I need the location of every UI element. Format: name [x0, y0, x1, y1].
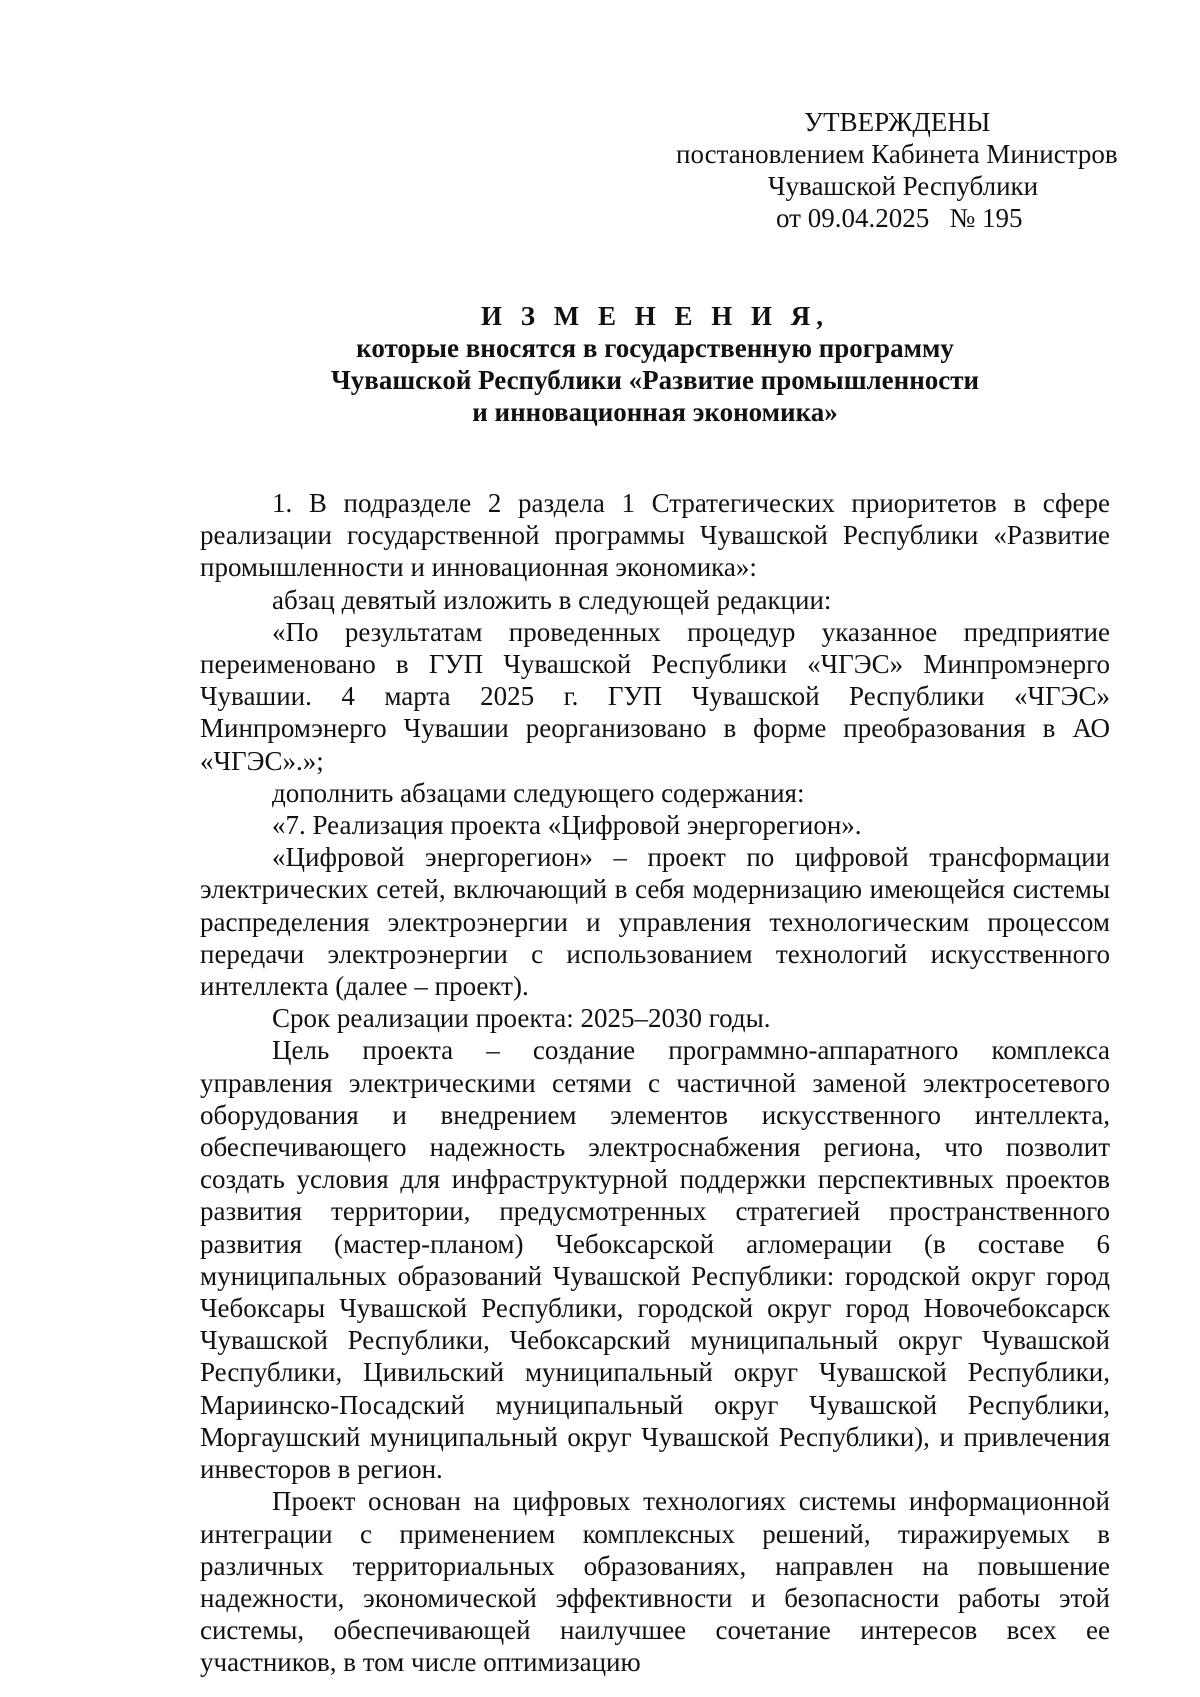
document-body — [200, 487, 1110, 1679]
paragraph: 1. В подразделе 2 раздела 1 Стратегических приоритетов в сфере реализации государственной программы Чувашской Республики «Развитие промышленности и инновационная экономика»: — [200, 488, 1110, 583]
title-heading: И З М Е Н Е Н И Я, — [480, 301, 829, 331]
title-line-1: которые вносятся в государственную программу — [356, 333, 954, 363]
document-title — [200, 300, 1110, 428]
approval-authority: постановлением Кабинета Министров — [676, 139, 1118, 169]
paragraph: Срок реализации проекта: 2025–2030 годы. — [272, 1003, 771, 1034]
paragraph: Проект основан на цифровых технологиях системы информационной интеграции с применением комплексных решений, тиражируемых в различных территориальных образованиях, направлен на повышение надежности, экономической эффективности и безопасности работы этой системы, обеспечивающей наилучшее сочетание интересов всех ее участников, в том числе оптимизацию — [200, 1486, 1110, 1678]
paragraph: «По результатам проведенных процедур указанное предприятие переименовано в ГУП Чувашской Республики «ЧГЭС» Минпромэнерго Чувашии. 4 марта 2025 г. ГУП Чувашской Республики «ЧГЭС» Минпромэнерго Чувашии реорганизовано в форме преобразования в АО «ЧГЭС».»; — [200, 616, 1110, 776]
title-line-2: Чувашской Республики «Развитие промышленности — [330, 365, 980, 395]
approval-title: УТВЕРЖДЕНЫ — [804, 107, 991, 137]
approval-region: Чувашской Республики — [768, 171, 1039, 201]
title-line-3: и инновационная экономика» — [472, 397, 838, 427]
approval-stamp — [640, 106, 1118, 234]
paragraph: Цель проекта – создание программно-аппаратного комплекса управления электрическими сетями с частичной заменой электросетевого оборудования и внедрением элементов искусственного интеллекта, обеспечивающего надежность электроснабжения региона, что позволит создать условия для инфраструктурной поддержки перспективных проектов развития территории, предусмотренных стратегией пространственного развития (мастер-планом) Чебоксарской агломерации (в составе 6 муниципальных образований Чувашской Республики: городской округ город Чебоксары Чувашской Республики, городской округ город Новочебоксарск Чувашской Республики, Чебоксарский муниципальный округ Чувашской Республики, Цивильский муниципальный округ Чувашской Республики, Мариинско-Посадский муниципальный округ Чувашской Республики, Моргаушский муниципальный округ Чувашской Республики), и привлечения инвесторов в регион. — [200, 1035, 1110, 1485]
paragraph: абзац девятый изложить в следующей редакции: — [272, 584, 832, 615]
approval-date-number: от 09.04.2025 № 195 — [776, 203, 1023, 233]
paragraph: «7. Реализация проекта «Цифровой энергорегион». — [272, 810, 862, 841]
paragraph: «Цифровой энергорегион» – проект по цифровой трансформации электрических сетей, включающий в себя модернизацию имеющейся системы распределения электроэнергии и управления технологическим процессом передачи электроэнергии с использованием технологий искусственного интеллекта (далее – проект). — [200, 842, 1110, 1002]
paragraph: дополнить абзацами следующего содержания: — [272, 777, 805, 808]
